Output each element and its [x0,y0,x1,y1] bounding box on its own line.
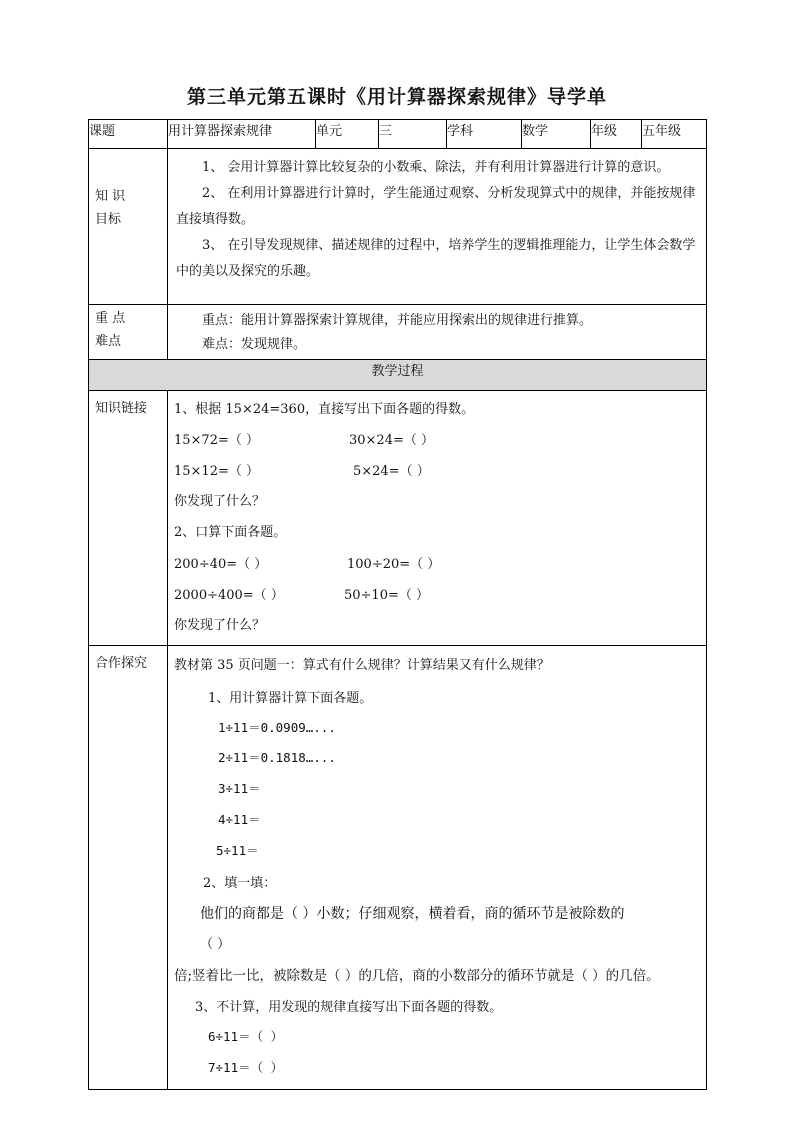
kl-row4-a: 2000÷400=（ ） [174,588,284,603]
grade-label: 年级 [591,120,642,149]
co-intro: 教材第 35 页问题一：算式有什么规律？计算结果又有什么规律？ [174,658,550,673]
kl-row1-b: 30×24=（ ） [349,433,435,448]
objectives-label-line1: 知 识 [95,189,126,204]
kl-row4-b: 50÷10=（ ） [344,588,430,603]
key-label-line1: 重 点 [95,311,126,326]
co-question-7: 7÷11＝（ ） [208,1060,284,1075]
co-question-6: 6÷11＝（ ） [208,1029,284,1044]
unit-label: 单元 [316,120,379,149]
kl-found-1: 你发现了什么？ [174,494,266,509]
subject-value: 数学 [522,120,591,149]
co-step1: 1、用计算器计算下面各题。 [208,691,373,706]
knowledge-link-row [89,391,707,646]
co-calc-5: 5÷11＝ [216,843,259,858]
cooperate-label: 合作探究 [89,646,168,1090]
worksheet-table [88,119,707,1090]
difficulty-point: 难点：发现规律。 [202,337,307,352]
kl-row3-b: 100÷20=（ ） [347,557,441,572]
unit-value: 三 [379,120,447,149]
co-calc-3: 3÷11＝ [218,781,261,796]
header-row [89,120,707,149]
knowledge-link-label: 知识链接 [89,391,168,646]
objectives-row [89,149,707,305]
co-calc-1: 1÷11＝0.0909…... [218,720,336,735]
objectives-label [89,149,168,305]
co-fill-1: 他们的商都是（ ）小数；仔细观察，横着看，商的循环节是被除数的 [200,906,625,922]
co-calc-4: 4÷11＝ [218,812,261,827]
co-fill-2: （ ） [200,937,231,952]
key-points-content [168,305,707,360]
topic-value: 用计算器探索规律 [168,120,316,149]
kl-found-2: 你发现了什么？ [174,618,266,633]
cooperate-row [89,646,707,1090]
subject-label: 学科 [447,120,522,149]
kl-row2-a: 15×12=（ ） [174,464,260,479]
key-points-row [89,305,707,360]
knowledge-link-content [168,391,707,646]
co-calc-2: 2÷11＝0.1818…... [218,750,336,765]
grade-value: 五年级 [642,120,707,149]
key-point: 重点：能用计算器探索计算规律，并能应用探索出的规律进行推算。 [202,313,593,328]
key-points-label [89,305,168,360]
kl-question-2: 2、口算下面各题。 [174,525,287,540]
page-title: 第三单元第五课时《用计算器探索规律》导学单 [186,86,607,108]
objectives-content [168,149,707,305]
key-label-line2: 难点 [95,334,122,349]
objectives-label-line2: 目标 [95,212,122,227]
objective-item: 3、 在引导发现规律、描述规律的过程中，培养学生的逻辑推理能力，让学生体会数学中的美以及探究的乐趣。 [176,238,696,279]
co-step3: 3、不计算，用发现的规律直接写出下面各题的得数。 [195,1000,503,1015]
kl-row3-a: 200÷40=（ ） [174,557,268,572]
co-step2: 2、填一填： [203,876,277,891]
kl-row1-a: 15×72=（ ） [174,433,260,448]
process-title: 教学过程 [89,360,707,391]
co-fill-3: 倍;竖着比一比，被除数是（ ）的几倍，商的小数部分的循环节就是（ ）的几倍。 [174,968,660,984]
kl-row2-b: 5×24=（ ） [353,464,430,479]
cooperate-content [168,646,707,1090]
process-title-row [89,360,707,391]
kl-question-1: 1、根据 15×24=360，直接写出下面各题的得数。 [174,402,475,417]
objective-item: 2、 在利用计算器进行计算时，学生能通过观察、分析发现算式中的规律，并能按规律直接填得数。 [176,186,696,227]
topic-label: 课题 [89,120,168,149]
objective-item: 1、 会用计算器计算比较复杂的小数乘、除法，并有利用计算器进行计算的意识。 [202,160,670,175]
